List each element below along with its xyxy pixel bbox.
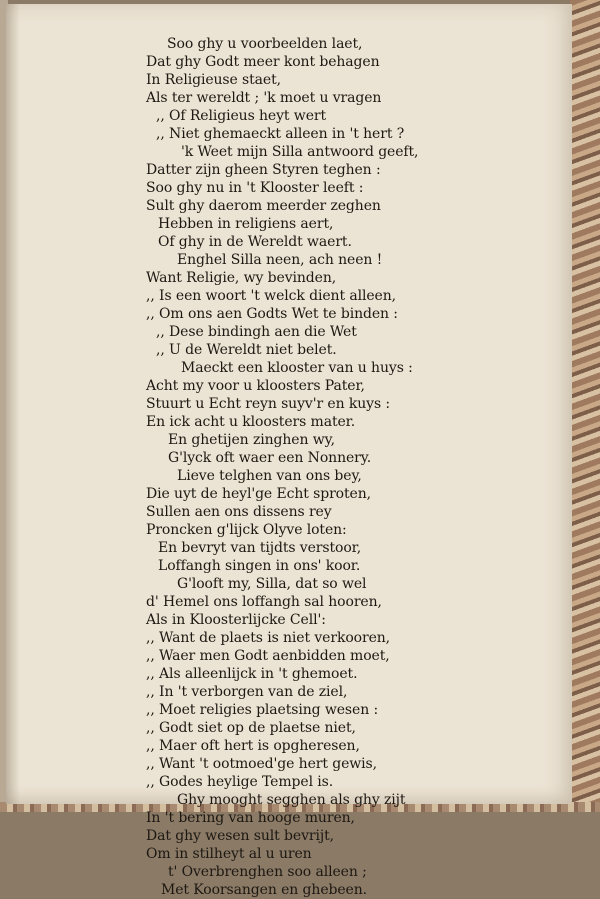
verse-line: In Religieuse staet, bbox=[146, 72, 281, 88]
verse-line: Sult ghy daerom meerder zeghen bbox=[146, 198, 381, 214]
verse-line: In 't bering van hooge muren, bbox=[146, 810, 355, 826]
verse-line: ,, In 't verborgen van de ziel, bbox=[146, 684, 348, 700]
verse-line: Soo ghy u voorbeelden laet, bbox=[167, 36, 363, 52]
verse-line: Sullen aen ons dissens rey bbox=[146, 504, 332, 520]
verse-line: ,, Om ons aen Godts Wet te binden : bbox=[146, 306, 398, 322]
verse-line: ,, Dese bindingh aen die Wet bbox=[156, 324, 357, 340]
verse-line: ,, Want de plaets is niet verkooren, bbox=[146, 630, 391, 646]
verse-line: En ghetijen zinghen wy, bbox=[168, 432, 335, 448]
verse-line: Proncken g'lijck Olyve loten: bbox=[146, 522, 347, 538]
verse-line: Dat ghy Godt meer kont behagen bbox=[146, 54, 380, 70]
verse-line: t' Overbrenghen soo alleen ; bbox=[168, 864, 367, 880]
verse-line: G'lyck oft waer een Nonnery. bbox=[168, 450, 372, 466]
verse-line: ,, Moet religies plaetsing wesen : bbox=[146, 702, 379, 718]
spine-shadow bbox=[6, 4, 20, 804]
verse-line: Acht my voor u kloosters Pater, bbox=[146, 378, 365, 394]
verse-line: d' Hemel ons loffangh sal hooren, bbox=[146, 594, 382, 610]
verse-line: ,, Als alleenlijck in 't ghemoet. bbox=[146, 666, 358, 682]
verse-line: ,, Waer men Godt aenbidden moet, bbox=[146, 648, 390, 664]
verse-line: G'looft my, Silla, dat so wel bbox=[177, 576, 367, 592]
book-page bbox=[6, 4, 572, 898]
verse-line: Als in Kloosterlijcke Cell': bbox=[146, 612, 326, 628]
verse-line: Enghel Silla neen, ach neen ! bbox=[177, 252, 383, 268]
verse-line: Die uyt de heyl'ge Echt sproten, bbox=[146, 486, 371, 502]
verse-line: Datter zijn gheen Styren teghen : bbox=[146, 162, 381, 178]
verse-line: Dat ghy wesen sult bevrijt, bbox=[146, 828, 334, 844]
verse-line: Want Religie, wy bevinden, bbox=[146, 270, 337, 286]
verse-line: ,, Is een woort 't welck dient alleen, bbox=[146, 288, 396, 304]
verse-line: Met Koorsangen en ghebeen. bbox=[161, 882, 368, 898]
verse-line: ,, U de Wereldt niet belet. bbox=[156, 342, 337, 358]
verse-line: ,, Of Religieus heyt wert bbox=[156, 108, 326, 124]
verse-line: Om in stilheyt al u uren bbox=[146, 846, 312, 862]
verse-line: Lieve telghen van ons bey, bbox=[177, 468, 362, 484]
verse-line: Loffangh singen in ons' koor. bbox=[158, 558, 361, 574]
verse-line: Maeckt een klooster van u huys : bbox=[181, 360, 413, 376]
verse-line: Als ter wereldt ; 'k moet u vragen bbox=[146, 90, 382, 106]
verse-line: 'k Weet mijn Silla antwoord geeft, bbox=[181, 144, 419, 160]
backdrop-textile-right bbox=[570, 0, 600, 812]
verse-line: ,, Godes heylige Tempel is. bbox=[146, 774, 334, 790]
verse-line: Soo ghy nu in 't Klooster leeft : bbox=[146, 180, 364, 196]
verse-line: En ick acht u kloosters mater. bbox=[146, 414, 356, 430]
verse-line: ,, Maer oft hert is opgheresen, bbox=[146, 738, 360, 754]
verse-line: Of ghy in de Wereldt waert. bbox=[158, 234, 352, 250]
verse-line: ,, Want 't ootmoed'ge hert gewis, bbox=[146, 756, 377, 772]
verse-line: ,, Niet ghemaeckt alleen in 't hert ? bbox=[156, 126, 405, 142]
verse-line: ,, Godt siet op de plaetse niet, bbox=[146, 720, 356, 736]
verse-line: Stuurt u Echt reyn suyv'r en kuys : bbox=[146, 396, 391, 412]
verse-line: Ghy mooght segghen als ghy zijt bbox=[177, 792, 406, 808]
verse-line: Hebben in religiens aert, bbox=[158, 216, 334, 232]
verse-line: En bevryt van tijdts verstoor, bbox=[158, 540, 362, 556]
